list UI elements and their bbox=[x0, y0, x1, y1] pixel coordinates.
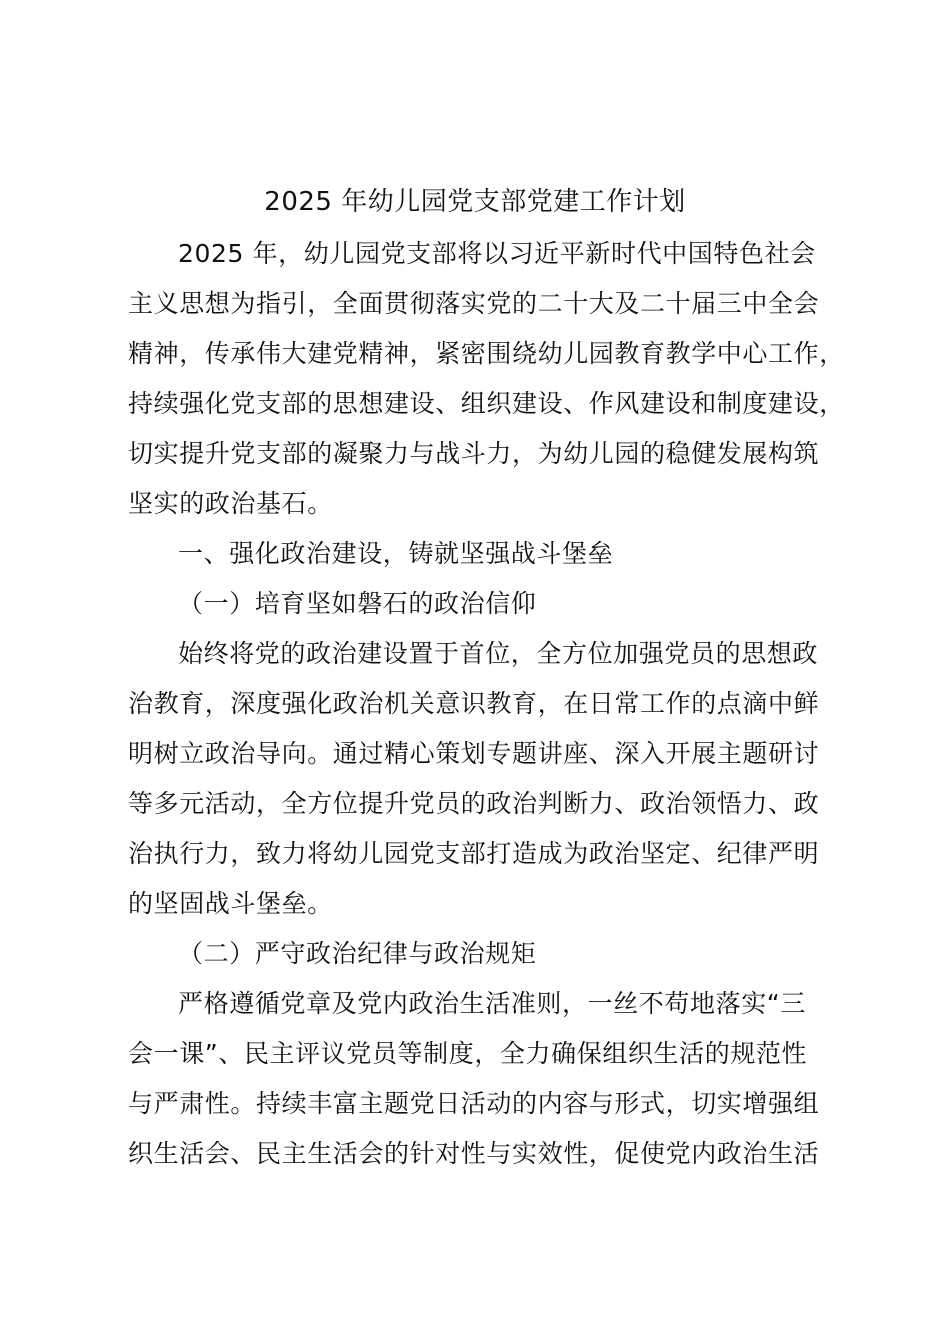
body-line: 始终将党的政治建设置于首位，全方位加强党员的思想政 bbox=[178, 639, 819, 668]
body-line: 的坚固战斗堡垒。 bbox=[128, 889, 333, 918]
body-line: 治教育，深度强化政治机关意识教育，在日常工作的点滴中鲜 bbox=[128, 689, 820, 718]
intro-line: 2025 年，幼儿园党支部将以习近平新时代中国特色社会 bbox=[178, 239, 816, 268]
body-line: 会一课”、民主评议党员等制度，全力确保组织生活的规范性 bbox=[128, 1039, 808, 1068]
body-line: 严格遵循党章及党内政治生活准则，一丝不苟地落实“三 bbox=[178, 989, 806, 1018]
section-heading: 一、强化政治建设，铸就坚强战斗堡垒 bbox=[178, 539, 614, 568]
body-line: 等多元活动，全方位提升党员的政治判断力、政治领悟力、政 bbox=[128, 789, 820, 818]
body-line: 与严肃性。持续丰富主题党日活动的内容与形式，切实增强组 bbox=[128, 1089, 820, 1118]
intro-line: 坚实的政治基石。 bbox=[128, 489, 333, 518]
body-line: 明树立政治导向。通过精心策划专题讲座、深入开展主题研讨 bbox=[128, 739, 820, 768]
body-line: 治执行力，致力将幼儿园党支部打造成为政治坚定、纪律严明 bbox=[128, 839, 820, 868]
intro-line: 切实提升党支部的凝聚力与战斗力，为幼儿园的稳健发展构筑 bbox=[128, 439, 820, 468]
document-title: 2025 年幼儿园党支部党建工作计划 bbox=[264, 187, 686, 217]
intro-line: 精神，传承伟大建党精神，紧密围绕幼儿园教育教学中心工作， bbox=[128, 339, 845, 368]
body-line: 织生活会、民主生活会的针对性与实效性，促使党内政治生活 bbox=[128, 1139, 820, 1168]
intro-line: 持续强化党支部的思想建设、组织建设、作风建设和制度建设， bbox=[128, 389, 845, 418]
subsection-heading: （一）培育坚如磐石的政治信仰 bbox=[178, 589, 537, 618]
intro-line: 主义思想为指引，全面贯彻落实党的二十大及二十届三中全会 bbox=[128, 289, 820, 318]
subsection-heading: （二）严守政治纪律与政治规矩 bbox=[178, 939, 537, 968]
